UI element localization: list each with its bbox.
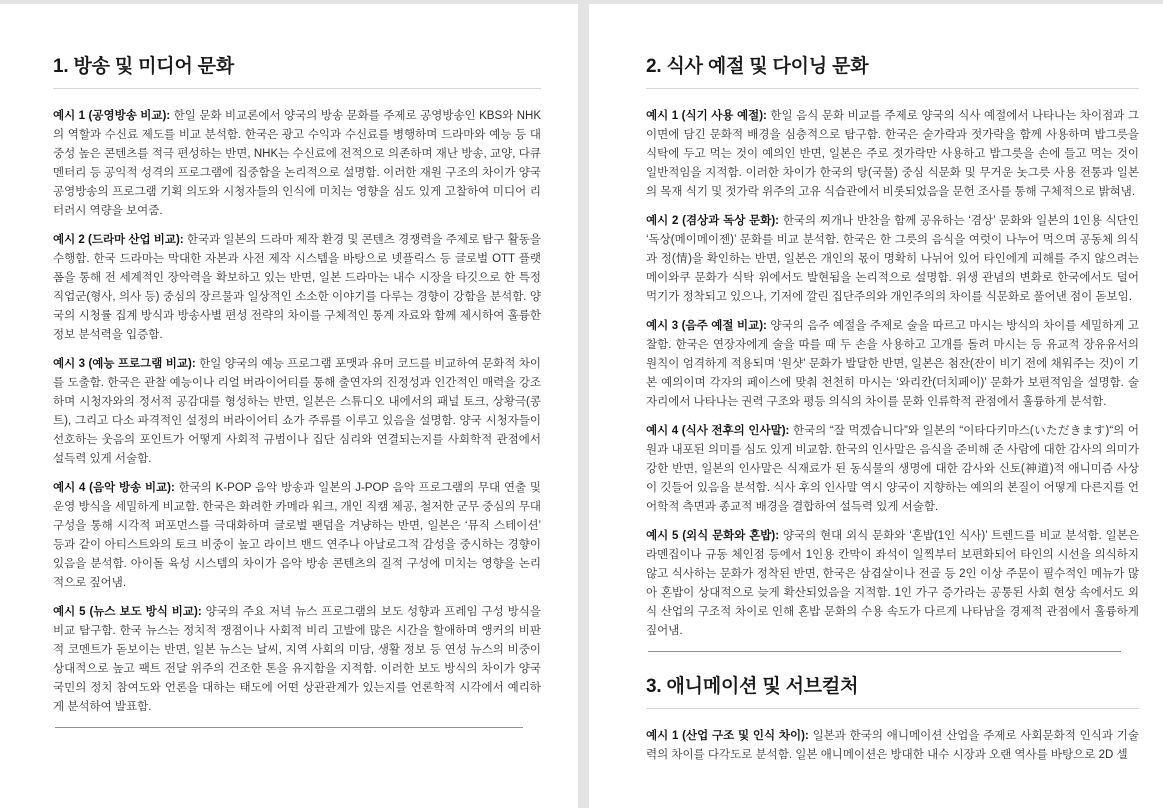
- section-paragraphs: [646, 709, 1139, 765]
- document-section: [646, 674, 1139, 765]
- section-divider: [648, 651, 1121, 652]
- example-paragraph: [646, 422, 1139, 517]
- example-body: 한일 문화 비교론에서 양국의 방송 문화를 주제로 공영방송인 KBS와 NHK의 역할과 수신료 제도를 비교 분석함. 한국은 광고 수익과 수신료를 병행하며 드라마와 예능 등 대중성 높은 콘텐츠를 적극 편성하는 반면, NHK는 수신료에 전적으로 의존하며 재난 방송, 교양, 다큐멘터리 등 공익적 성격의 프로그램에 집중함을 논리적으로 설명함. 이러한 재원 구조의 차이가 양국 공영방송의 프로그램 기획 의도와 시청자들의 인식에 미치는 영향을 심도 있게 고찰하여 미디어 리터러시 역량을 보여줌.: [53, 110, 542, 217]
- section-paragraphs: [53, 89, 541, 717]
- document-section: [53, 54, 541, 728]
- example-paragraph: [53, 107, 541, 221]
- example-label: 예시 4 (음악 방송 비교):: [53, 482, 175, 494]
- example-paragraph: [53, 355, 541, 469]
- example-paragraph: [646, 317, 1139, 412]
- page-2: [589, 4, 1163, 808]
- example-body: 한국의 찌개나 반찬을 함께 공유하는 ‘겸상’ 문화와 일본의 1인용 식단인 ‘독상(메이메이젠)’ 문화를 비교 분석함. 한국은 한 그릇의 음식을 여럿이 나누어 먹으며 공동체 의식과 정(情)을 확인하는 반면, 일본은 개인의 몫이 명확히 나뉘어 있어 타인에게 피해를 주지 않으려는 메이와쿠 문화가 식탁 위에서도 발현됨을 논리적으로 설명함. 위생 관념의 변화로 한국에서도 덜어먹기가 정착되고 있으나, 기저에 깔린 집단주의와 개인주의의 차이를 식문화로 풀어낸 점이 돋보임.: [646, 215, 1139, 303]
- example-paragraph: [646, 212, 1139, 307]
- example-label: 예시 4 (식사 전후의 인사말):: [646, 425, 790, 437]
- example-label: 예시 1 (식기 사용 예절):: [646, 110, 767, 122]
- example-label: 예시 3 (예능 프로그램 비교):: [53, 358, 196, 370]
- example-paragraph: [646, 727, 1139, 765]
- example-paragraph: [53, 603, 541, 717]
- example-body: 양국의 현대 외식 문화와 ‘혼밥(1인 식사)’ 트렌드를 비교 분석함. 일본은 라멘집이나 규동 체인점 등에서 1인용 칸막이 좌석이 일찍부터 보편화되어 타인의 시선을 의식하지 않고 식사하는 문화가 정착된 반면, 한국은 삼겹살이나 전골 등 2인 이상 주문이 필수적인 메뉴가 많아 혼밥이 상대적으로 늦게 확산되었음을 지적함. 1인 가구 증가라는 공통된 사회 현상 속에서도 외식 산업의 구조적 차이로 인해 혼밥 문화의 수용 속도가 다르게 나타남을 경제적 관점에서 훌륭하게 짚어냄.: [646, 530, 1139, 637]
- document-section: [646, 54, 1139, 652]
- example-paragraph: [53, 479, 541, 593]
- example-body: 한국의 “잘 먹겠습니다”와 일본의 “이타다키마스(いただきます)“의 어원과 내포된 의미를 심도 있게 비교함. 한국의 인사말은 음식을 준비해 준 사람에 대한 감사의 의미가 강한 반면, 일본의 인사말은 식재료가 된 동식물의 생명에 대한 감사와 신토(神道)적 애니미즘 사상이 깃들어 있음을 분석함. 식사 후의 인사말 역시 양국이 지향하는 예의의 본질이 어떻게 다른지를 언어학적 측면과 종교적 배경을 결합하여 설득력 있게 서술함.: [646, 425, 1139, 513]
- example-body: 양국의 주요 저녁 뉴스 프로그램의 보도 성향과 프레임 구성 방식을 비교 탐구함. 한국 뉴스는 정치적 쟁점이나 사회적 비리 고발에 많은 시간을 할애하며 앵커의 비판적 코멘트가 돋보이는 반면, 일본 뉴스는 날씨, 지역 사회의 미담, 생활 정보 등 연성 뉴스의 비중이 상대적으로 높고 팩트 전달 위주의 건조한 톤을 유지함을 지적함. 이러한 보도 방식의 차이가 양국 국민의 정치 참여도와 언론을 대하는 태도에 어떤 상관관계가 있는지를 언론학적 시각에서 예리하게 분석하여 발표함.: [53, 606, 542, 713]
- example-body: 한일 음식 문화 비교를 주제로 양국의 식사 예절에서 나타나는 차이점과 그 이면에 담긴 문화적 배경을 심층적으로 탐구함. 한국은 숟가락과 젓가락을 함께 사용하며 밥그릇을 식탁에 두고 먹는 것이 예의인 반면, 일본은 주로 젓가락만 사용하고 밥그릇을 손에 들고 먹는 것이 일반적임을 지적함. 이러한 차이가 한국의 탕(국물) 중심 식문화 및 무거운 놋그릇 사용 전통과 일본의 목재 식기 및 젓가락 위주의 고유 식습관에서 비롯되었음을 문헌 조사를 통해 구체적으로 밝혀냄.: [646, 110, 1139, 198]
- example-label: 예시 3 (음주 예절 비교):: [646, 320, 767, 332]
- example-body: 한국과 일본의 드라마 제작 환경 및 콘텐츠 경쟁력을 주제로 탐구 활동을 수행함. 한국 드라마는 막대한 자본과 사전 제작 시스템을 바탕으로 넷플릭스 등 글로벌 OTT 플랫폼을 통해 전 세계적인 장악력을 확보하고 있는 반면, 일본 드라마는 내수 시장을 타깃으로 한 특정 직업군(형사, 의사 등) 중심의 장르물과 일상적인 소소한 이야기를 다루는 경향이 강함을 분석함. 양국의 시청률 집계 방식과 방송사별 편성 전략의 차이를 구체적인 통계 자료와 함께 제시하여 훌륭한 정보 분석력을 입증함.: [53, 234, 541, 341]
- example-label: 예시 1 (산업 구조 및 인식 차이):: [646, 730, 809, 742]
- example-body: 한국의 K-POP 음악 방송과 일본의 J-POP 음악 프로그램의 무대 연출 및 운영 방식을 세밀하게 비교함. 한국은 화려한 카메라 워크, 개인 직캠 제공, 철저한 군무 중심의 무대 구성을 통해 시각적 퍼포먼스를 극대화하며 글로벌 팬덤을 겨냥하는 반면, 일본은 ‘뮤직 스테이션’ 등과 같이 아티스트와의 토크 비중이 높고 라이브 밴드 연주나 아날로그적 감성을 중시하는 경향이 있음을 분석함. 아이돌 육성 시스템의 차이가 음악 방송 콘텐츠의 질적 구성에 미치는 영향을 논리적으로 짚어냄.: [53, 482, 541, 589]
- example-label: 예시 2 (겸상과 독상 문화):: [646, 215, 780, 227]
- example-paragraph: [646, 527, 1139, 641]
- example-paragraph: [646, 107, 1139, 202]
- page-1: [0, 4, 578, 808]
- example-label: 예시 1 (공영방송 비교):: [53, 110, 171, 122]
- section-title: 2. 식사 예절 및 다이닝 문화: [646, 54, 1139, 89]
- example-label: 예시 5 (뉴스 보도 방식 비교):: [53, 606, 202, 618]
- section-paragraphs: [646, 89, 1139, 641]
- section-divider: [55, 727, 523, 728]
- example-label: 예시 2 (드라마 산업 비교):: [53, 234, 184, 246]
- section-title: 1. 방송 및 미디어 문화: [53, 54, 541, 89]
- example-body: 일본과 한국의 애니메이션 산업을 주제로 사회문화적 인식과 기술력의 차이를 다각도로 분석함. 일본 애니메이션은 방대한 내수 시장과 오랜 역사를 바탕으로 2D 셀: [646, 730, 1139, 761]
- section-title: 3. 애니메이션 및 서브컬처: [646, 674, 1139, 709]
- example-body: 한일 양국의 예능 프로그램 포맷과 유머 코드를 비교하여 문화적 차이를 도출함. 한국은 관찰 예능이나 리얼 버라이어티를 통해 출연자의 진정성과 인간적인 매력을 강조하며 시청자와의 정서적 공감대를 형성하는 반면, 일본은 스튜디오 내에서의 패널 토크, 상황극(콩트), 그리고 다소 파격적인 설정의 버라이어티 쇼가 주류를 이루고 있음을 설명함. 양국 시청자들이 선호하는 웃음의 포인트가 어떻게 사회적 규범이나 집단 심리와 연결되는지를 사회학적 관점에서 설득력 있게 서술함.: [53, 358, 541, 465]
- example-paragraph: [53, 231, 541, 345]
- example-body: 양국의 음주 예절을 주제로 술을 따르고 마시는 방식의 차이를 세밀하게 고찰함. 한국은 연장자에게 술을 따를 때 두 손을 사용하고 고개를 돌려 마시는 등 유교적 장유유서의 원칙이 엄격하게 적용되며 ‘원샷’ 문화가 발달한 반면, 일본은 첨잔(잔이 비기 전에 채워주는 것)이 기본 예의이며 각자의 페이스에 맞춰 천천히 마시는 ‘와리칸(더치페이)’ 문화가 보편적임을 설명함. 술자리에서 나타나는 권력 구조와 평등 의식의 차이를 문화 인류학적 관점에서 훌륭하게 분석함.: [646, 320, 1139, 408]
- example-label: 예시 5 (외식 문화와 혼밥):: [646, 530, 780, 542]
